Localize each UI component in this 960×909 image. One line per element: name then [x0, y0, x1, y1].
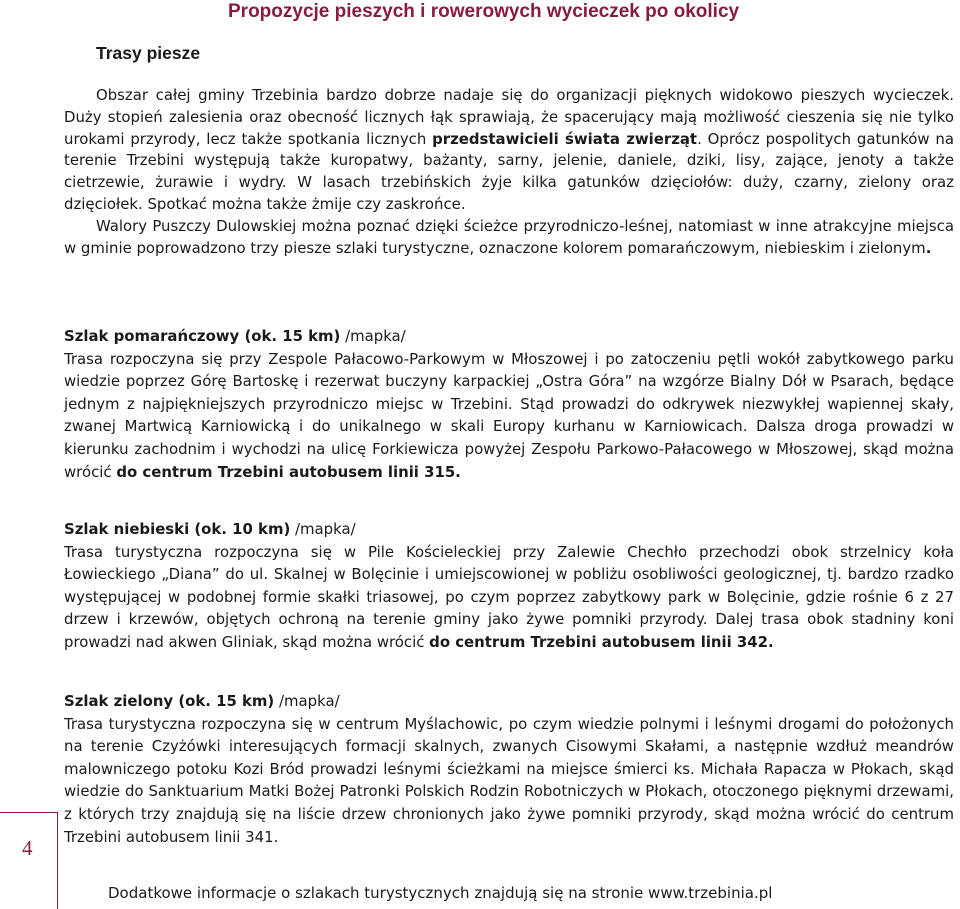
intro-paragraph-2: [64, 216, 954, 260]
route-orange-heading: [64, 325, 954, 348]
route-orange-text-bold: do centrum Trzebini autobusem linii 315.: [116, 462, 461, 481]
intro-text-1: Obszar całej gminy Trzebinia bardzo dobrze nadaje się do organizacji pięknych widokowo pieszych wycieczek. Duży stopień zalesienia oraz obecność licznych łąk sprawiają, że spacerujący mają możliwość cieszenia się nie tylko urokami przyrody, lecz także spotkania licznych: [64, 86, 954, 148]
section-heading: Trasy piesze: [96, 43, 201, 63]
route-orange-name: Szlak pomarańczowy (ok. 15 km): [64, 327, 341, 345]
route-blue-description: [64, 541, 954, 654]
intro-bold-1: przedstawicieli świata zwierząt: [432, 129, 698, 148]
route-blue-text-bold: do centrum Trzebini autobusem linii 342.: [429, 632, 774, 651]
route-orange-description: [64, 348, 954, 484]
page-title: Propozycje pieszych i rowerowych wycieczek po okolicy: [228, 1, 740, 22]
route-green: [64, 690, 954, 848]
route-blue-text: Trasa turystyczna rozpoczyna się w Pile Kościeleckiej przy Zalewie Chechło przechodzi obok strzelnicy koła Łowieckiego „Diana” do ul. Skalnej w Bolęcinie i umiejscowionej w pobliżu osobliwości geologicznej, tj. bardzo rzadko występującej w podobnej formie skałki triasowej, po czym poprzez zabytkowy park w Bolęcinie, gdzie rośnie 6 z 27 drzew i krzewów, objętych ochroną na terenie gminy jako żywe pomniki przyrody. Dalej trasa obok stadniny koni prowadzi nad akwen Gliniak, skąd można wrócić: [64, 542, 954, 651]
intro-paragraph-1: [64, 85, 954, 216]
intro-section: [64, 85, 954, 259]
route-blue-name: Szlak niebieski (ok. 10 km): [64, 520, 291, 538]
intro-text-1b: . Oprócz pospolitych gatunków na terenie Trzebini występują także kuropatwy, bażanty, sarny, jelenie, daniele, dziki, lisy, zające, jenoty a także cietrzewie, żurawie i wydry. W lasach trzebińskich żyje kilka gatunków dzięciołów: duży, czarny, zielony oraz dzięciołek. Spotkać można także żmije czy zaskrońce.: [64, 129, 954, 213]
route-blue-heading: [64, 518, 954, 541]
route-green-heading: [64, 690, 954, 713]
route-orange: [64, 325, 954, 483]
page-number: 4: [22, 836, 33, 860]
route-green-text: Trasa turystyczna rozpoczyna się w centrum Myślachowic, po czym wiedzie polnymi i leśnymi drogami do położonych na terenie Czyżówki interesujących formacji skalnych, zwanych Cisowymi Skałami, a następnie wzdłuż meandrów malowniczego potoku Kozi Bród prowadzi leśnymi ścieżkami na miejsce śmierci ks. Michała Rapacza w Płokach, skąd wiedzie do Sanktuarium Matki Bożej Patronki Polskich Rodzin Robotniczych w Płokach, otoczonego pięknymi drzewami, z których trzy znajdują się na liście drzew chronionych jako żywe pomniki przyrody, skąd można wrócić do centrum Trzebini autobusem linii 341.: [64, 714, 954, 846]
route-blue: [64, 518, 954, 654]
route-green-map-link[interactable]: /mapka/: [278, 692, 340, 710]
route-orange-text: Trasa rozpoczyna się przy Zespole Pałacowo-Parkowym w Młoszowej i po zatoczeniu pętli wokół zabytkowego parku wiedzie poprzez Górę Bartoskę i rezerwat buczyny karpackiej „Ostra Góra” na wzgórze Bialny Dół w Psarach, będące jednym z najpiękniejszych przyrodniczo miejsc w Trzebini. Stąd prowadzi do odkrywek niezwykłej wapiennej skały, zwanej Martwicą Karniowicką i do unikalnego w skali Europy kurhanu w Karniowicach. Dalsza droga prowadzi w kierunku zachodnim i wychodzi na ulicę Forkiewicza powyżej Zespołu Parkowo-Pałacowego w Młoszowej, skąd można wrócić: [64, 349, 954, 481]
route-green-description: [64, 713, 954, 849]
route-orange-map-link[interactable]: /mapka/: [345, 327, 406, 345]
route-green-name: Szlak zielony (ok. 15 km): [64, 692, 275, 710]
intro-text-2-end: .: [925, 238, 932, 257]
footer-note: Dodatkowe informacje o szlakach turystycznych znajdują się na stronie www.trzebinia.pl: [108, 884, 773, 902]
route-blue-map-link[interactable]: /mapka/: [295, 520, 356, 538]
intro-text-2: Walory Puszczy Dulowskiej można poznać dzięki ścieżce przyrodniczo-leśnej, natomiast w inne atrakcyjne miejsca w gminie poprowadzono trzy piesze szlaki turystyczne, oznaczone kolorem pomarańczowym, niebieskim i zielonym: [64, 216, 954, 257]
